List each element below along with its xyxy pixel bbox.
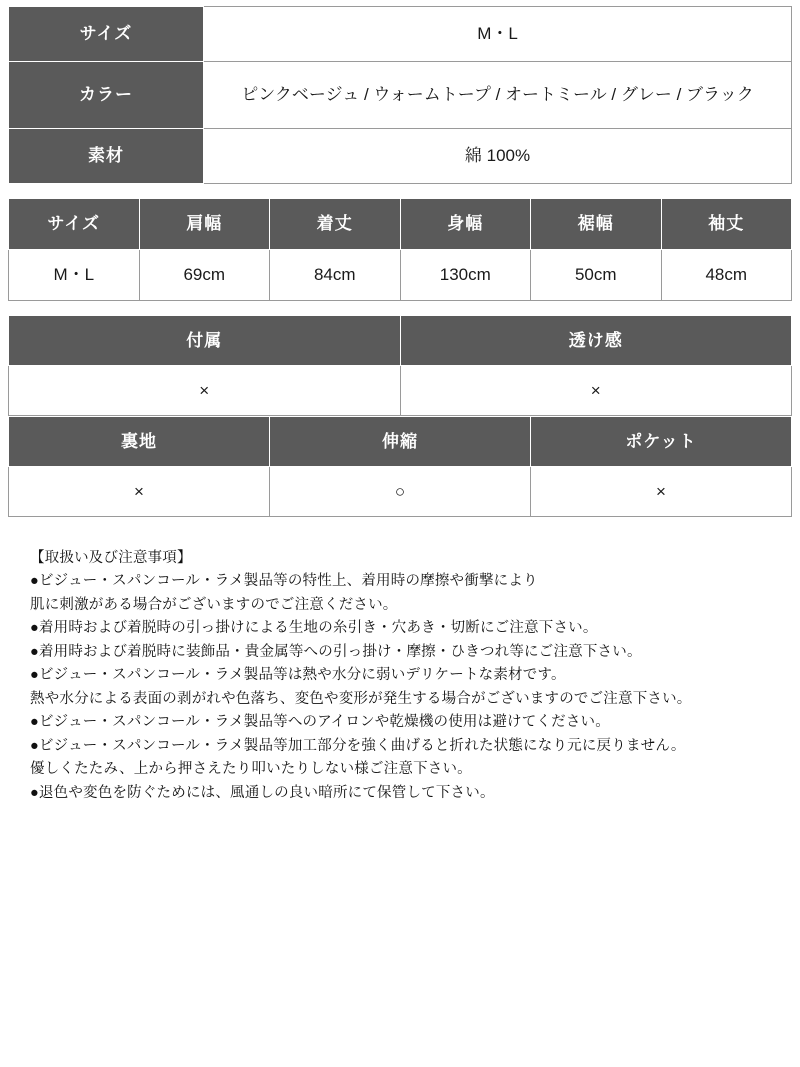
table-row (9, 129, 792, 184)
measure-value-shoulder: 69cm (139, 250, 270, 301)
measure-value-sleeve: 48cm (661, 250, 792, 301)
table-row (9, 7, 792, 62)
care-notes (30, 547, 792, 805)
attribute-table-2 (8, 416, 792, 517)
care-notes-line: ●着用時および着脱時に装飾品・貴金属等への引っ掛け・摩擦・ひきつれ等にご注意下さい。 (30, 643, 642, 660)
care-notes-line: ●ビジュー・スパンコール・ラメ製品等は熱や水分に弱いデリケートな素材です。 (30, 667, 566, 684)
measure-header-bust: 身幅 (400, 199, 531, 250)
table-header-row (9, 199, 792, 250)
spec-value-size: M・L (204, 7, 792, 62)
attr-value-lining: × (9, 467, 270, 517)
table-row (9, 62, 792, 129)
measure-header-length: 着丈 (270, 199, 401, 250)
care-notes-line: ●着用時および着脱時の引っ掛けによる生地の糸引き・穴あき・切断にご注意下さい。 (30, 620, 598, 637)
care-notes-line: ●ビジュー・スパンコール・ラメ製品等加工部分を強く曲げると折れた状態になり元に戻りません。 (30, 737, 686, 754)
spacer (8, 184, 792, 198)
care-notes-title: 【取扱い及び注意事項】 (30, 550, 192, 566)
measure-value-length: 84cm (270, 250, 401, 301)
spacer (8, 301, 792, 315)
attr-value-stretch: ○ (270, 467, 531, 517)
measure-value-size: M・L (9, 250, 140, 301)
attr-value-pocket: × (531, 467, 792, 517)
measure-header-shoulder: 肩幅 (139, 199, 270, 250)
measure-value-bust: 130cm (400, 250, 531, 301)
spec-label-size: サイズ (9, 7, 204, 62)
measurement-table (8, 198, 792, 301)
table-row (9, 250, 792, 301)
spec-label-color: カラー (9, 62, 204, 129)
measure-header-hem: 裾幅 (531, 199, 662, 250)
attr-header-stretch: 伸縮 (270, 417, 531, 467)
table-header-row (9, 417, 792, 467)
care-notes-line: 熱や水分による表面の剥がれや色落ち、変色や変形が発生する場合がございますのでご注意下さい。 (30, 690, 692, 707)
spec-value-material: 綿 100% (204, 129, 792, 184)
attr-value-sheerness: × (400, 366, 792, 416)
measure-header-sleeve: 袖丈 (661, 199, 792, 250)
table-header-row (9, 316, 792, 366)
spec-label-material: 素材 (9, 129, 204, 184)
table-row (9, 467, 792, 517)
care-notes-line: ●ビジュー・スパンコール・ラメ製品等へのアイロンや乾燥機の使用は避けてください。 (30, 714, 610, 731)
attribute-table-1 (8, 315, 792, 416)
attr-header-pocket: ポケット (531, 417, 792, 467)
measure-value-hem: 50cm (531, 250, 662, 301)
attr-header-accessory: 付属 (9, 316, 401, 366)
attr-header-sheerness: 透け感 (400, 316, 792, 366)
attr-header-lining: 裏地 (9, 417, 270, 467)
care-notes-line: ●退色や変色を防ぐためには、風通しの良い暗所にて保管して下さい。 (30, 784, 495, 801)
table-row (9, 366, 792, 416)
measure-header-size: サイズ (9, 199, 140, 250)
care-notes-line: ●ビジュー・スパンコール・ラメ製品等の特性上、着用時の摩擦や衝撃により (30, 573, 538, 590)
product-spec-table (8, 6, 792, 184)
spec-value-color: ピンクベージュ / ウォームトープ / オートミール / グレー / ブラック (204, 62, 792, 129)
attr-value-accessory: × (9, 366, 401, 416)
care-notes-line: 肌に刺激がある場合がございますのでご注意ください。 (30, 596, 398, 613)
care-notes-line: 優しくたたみ、上から押さえたり叩いたりしない様ご注意下さい。 (30, 761, 472, 778)
